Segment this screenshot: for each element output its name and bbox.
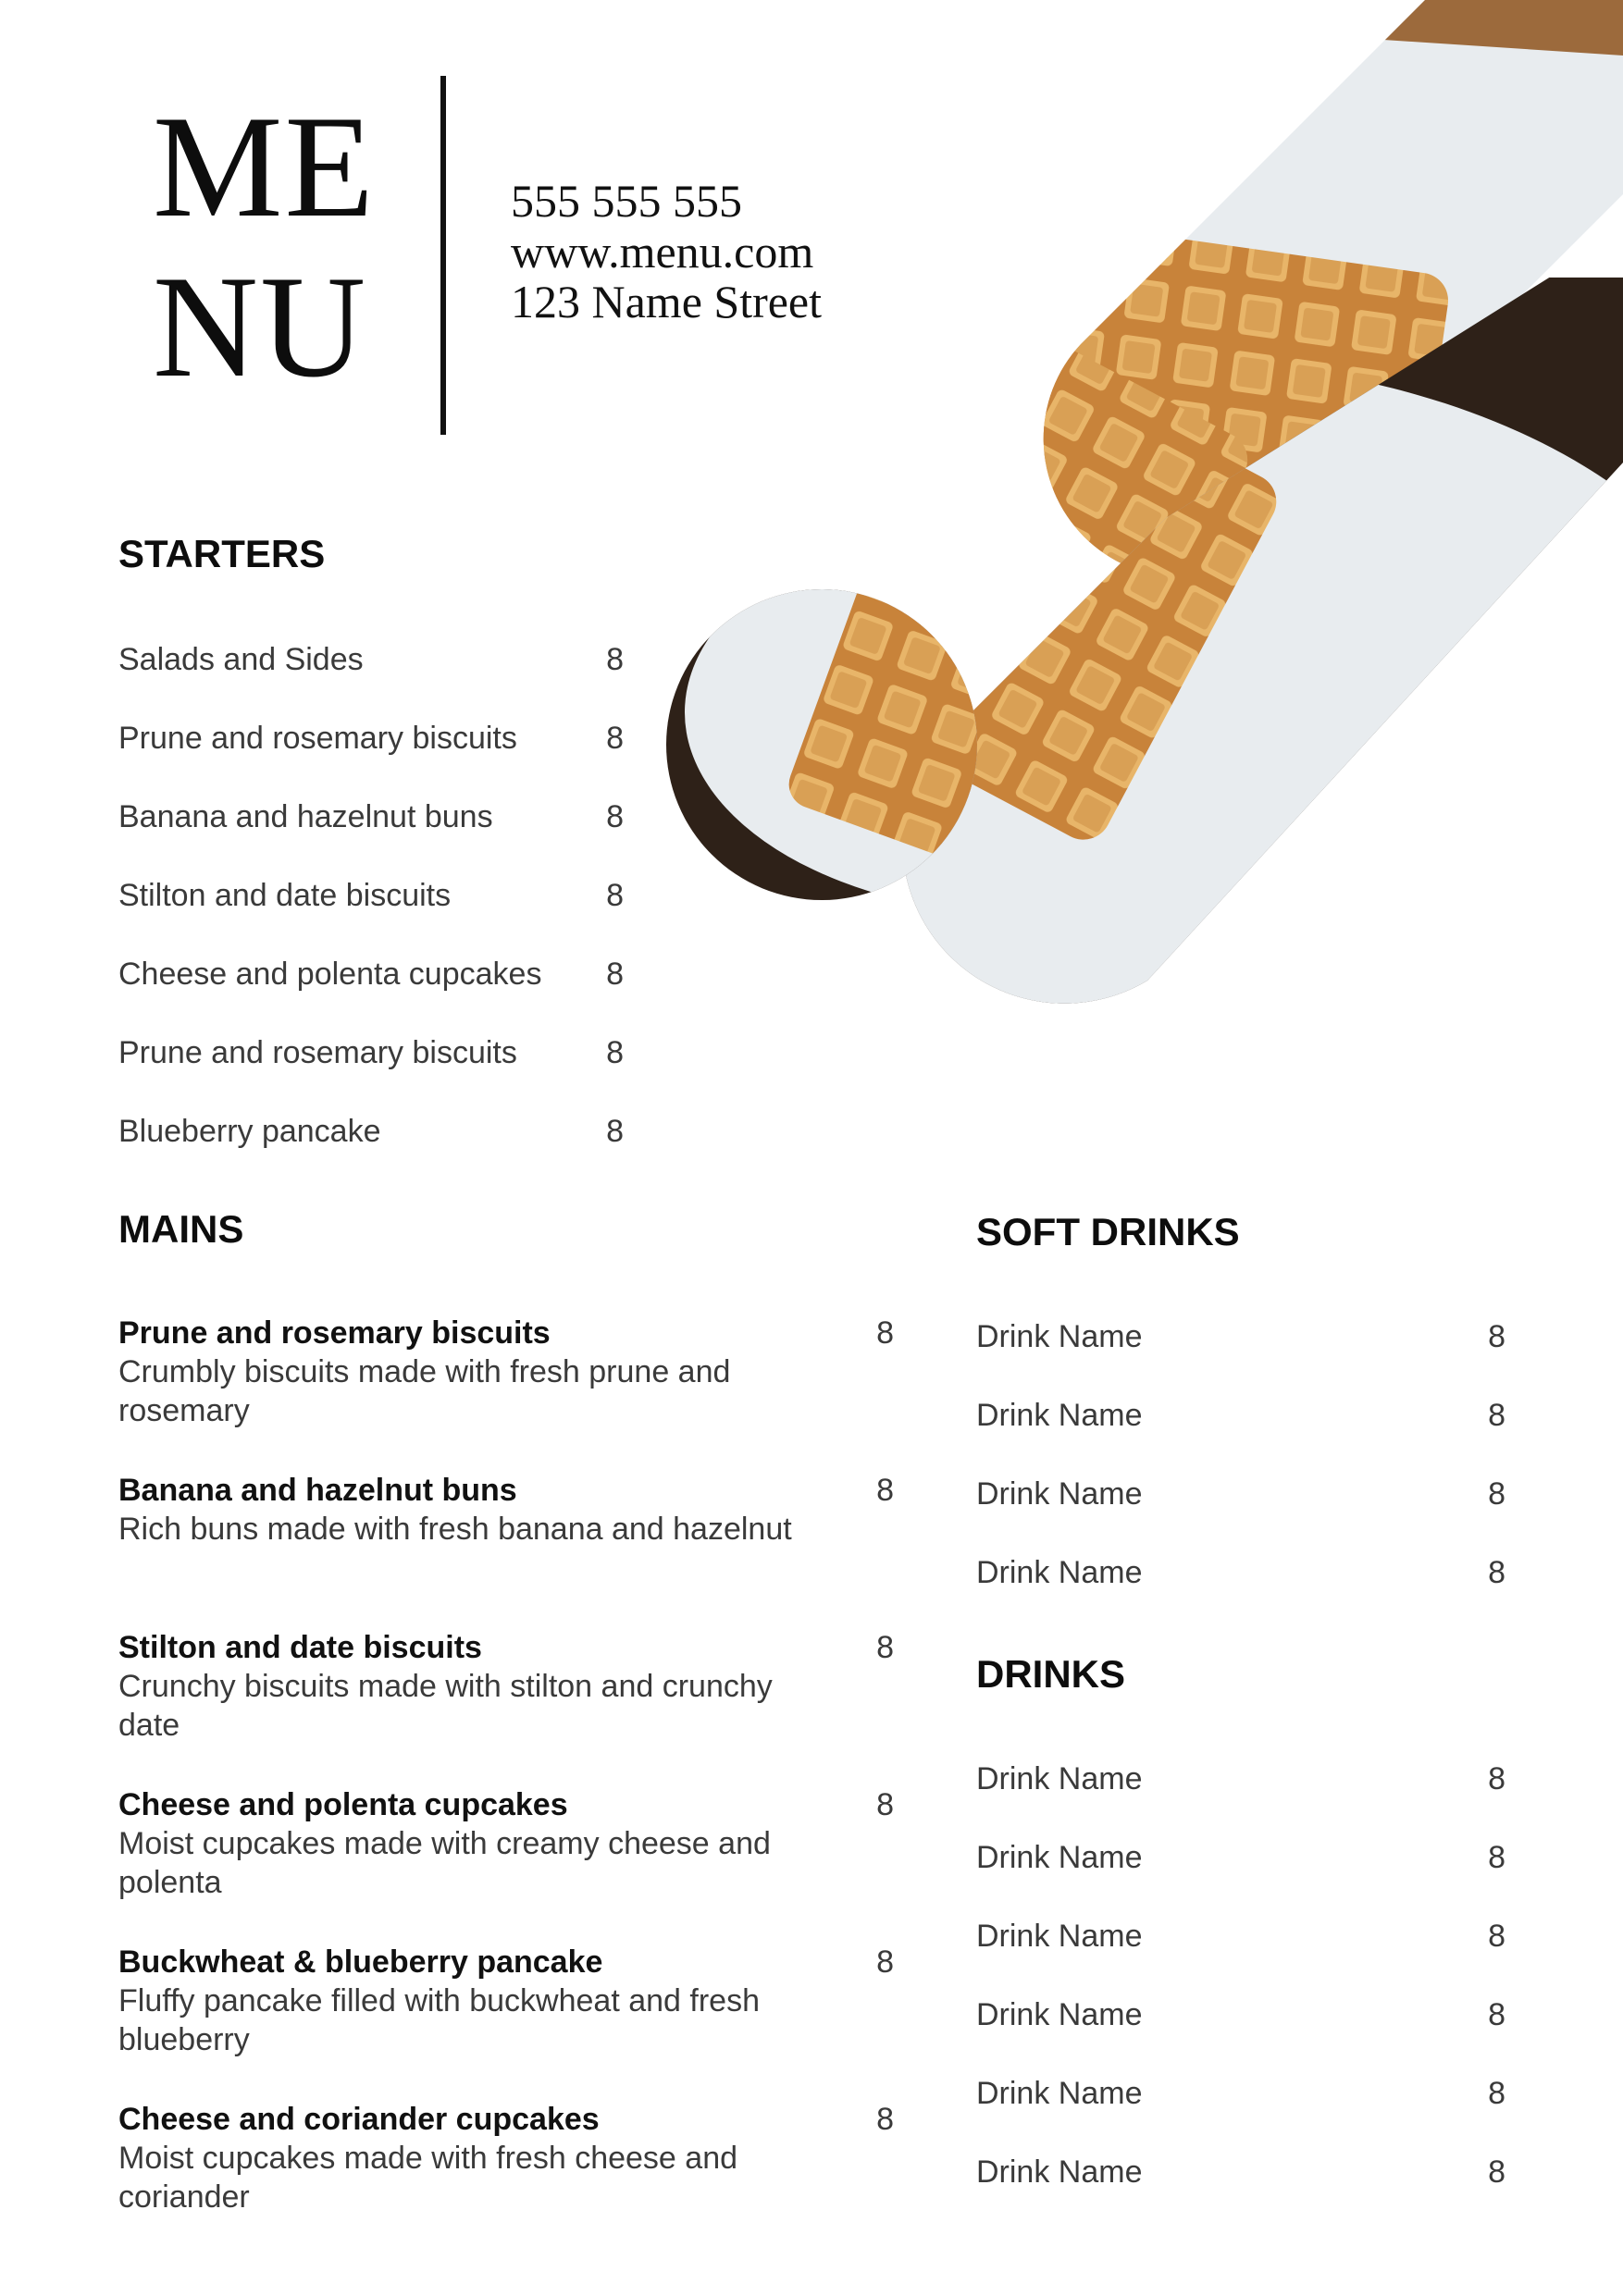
drink-name: Drink Name (976, 1761, 1143, 1796)
drink-name: Drink Name (976, 2154, 1143, 2190)
main-item (118, 1471, 894, 1549)
drink-price: 8 (1488, 2076, 1505, 2111)
waffles-photo (648, 0, 1623, 1147)
main-name: Cheese and coriander cupcakes (118, 2102, 600, 2137)
starter-name: Salads and Sides (118, 642, 364, 677)
drink-name: Drink Name (976, 2076, 1143, 2111)
drink-price: 8 (1488, 1997, 1505, 2032)
main-item (118, 1628, 894, 1745)
soft-drink-price: 8 (1488, 1476, 1505, 1512)
main-description: Fluffy pancake filled with buckwheat and fresh blueberry (118, 1983, 760, 2057)
list-item (976, 1840, 1505, 1886)
list-item (976, 1919, 1505, 1965)
header-divider (440, 76, 446, 435)
main-item (118, 2100, 894, 2216)
soft-drink-price: 8 (1488, 1319, 1505, 1354)
drink-price: 8 (1488, 1840, 1505, 1875)
drink-price: 8 (1488, 2154, 1505, 2190)
starter-price: 8 (606, 721, 624, 756)
starters-title: STARTERS (118, 532, 326, 575)
starter-name: Prune and rosemary biscuits (118, 721, 517, 756)
list-item (976, 1319, 1505, 1365)
soft-drink-name: Drink Name (976, 1555, 1143, 1590)
main-price: 8 (876, 1944, 894, 1980)
list-item (976, 1555, 1505, 1601)
drink-name: Drink Name (976, 1919, 1143, 1954)
main-name: Banana and hazelnut buns (118, 1473, 517, 1508)
list-item (976, 1476, 1505, 1523)
soft-drink-name: Drink Name (976, 1476, 1143, 1512)
list-item (118, 642, 624, 688)
main-description: Crunchy biscuits made with stilton and crunchy date (118, 1669, 773, 1743)
street-address: 123 Name Street (511, 276, 823, 327)
main-item (118, 1943, 894, 2059)
main-description: Moist cupcakes made with fresh cheese and coriander (118, 2141, 738, 2215)
starter-price: 8 (606, 1035, 624, 1070)
starter-price: 8 (606, 1114, 624, 1149)
starter-price: 8 (606, 957, 624, 992)
list-item (976, 1398, 1505, 1444)
drink-name: Drink Name (976, 1840, 1143, 1875)
menu-logo-line-2: NU (153, 246, 368, 408)
starter-name: Banana and hazelnut buns (118, 799, 493, 834)
starter-name: Stilton and date biscuits (118, 878, 452, 913)
menu-logo-line-1: ME (153, 86, 376, 248)
list-item (118, 1035, 624, 1081)
list-item (976, 1761, 1505, 1808)
list-item (976, 2154, 1505, 2201)
main-name: Buckwheat & blueberry pancake (118, 1944, 603, 1980)
main-item (118, 1314, 894, 1430)
main-description: Moist cupcakes made with creamy cheese and polenta (118, 1826, 771, 1900)
main-price: 8 (876, 2102, 894, 2137)
list-item (118, 721, 624, 767)
starter-price: 8 (606, 878, 624, 913)
main-price: 8 (876, 1473, 894, 1508)
main-description: Crumbly biscuits made with fresh prune and rosemary (118, 1354, 731, 1428)
drinks-title: DRINKS (976, 1652, 1126, 1696)
main-description: Rich buns made with fresh banana and hazelnut (118, 1512, 792, 1547)
starter-name: Blueberry pancake (118, 1114, 381, 1149)
drink-price: 8 (1488, 1761, 1505, 1796)
drink-name: Drink Name (976, 1997, 1143, 2032)
list-item (118, 799, 624, 846)
soft-drink-name: Drink Name (976, 1398, 1143, 1433)
starter-name: Cheese and polenta cupcakes (118, 957, 542, 992)
starter-name: Prune and rosemary biscuits (118, 1035, 517, 1070)
main-price: 8 (876, 1315, 894, 1351)
drink-price: 8 (1488, 1919, 1505, 1954)
mains-title: MAINS (118, 1207, 244, 1251)
starter-price: 8 (606, 642, 624, 677)
main-name: Cheese and polenta cupcakes (118, 1787, 568, 1822)
list-item (118, 957, 624, 1003)
main-price: 8 (876, 1630, 894, 1665)
starter-price: 8 (606, 799, 624, 834)
main-name: Prune and rosemary biscuits (118, 1315, 551, 1351)
soft-drink-price: 8 (1488, 1555, 1505, 1590)
main-name: Stilton and date biscuits (118, 1630, 482, 1665)
soft-drink-price: 8 (1488, 1398, 1505, 1433)
list-item (976, 1997, 1505, 2043)
main-item (118, 1785, 894, 1902)
main-price: 8 (876, 1787, 894, 1822)
list-item (118, 878, 624, 924)
phone-number: 555 555 555 (511, 175, 742, 227)
soft-drink-name: Drink Name (976, 1319, 1143, 1354)
list-item (118, 1114, 624, 1160)
list-item (976, 2076, 1505, 2122)
website-link[interactable]: www.menu.com (511, 226, 814, 278)
soft-drinks-title: SOFT DRINKS (976, 1210, 1240, 1253)
